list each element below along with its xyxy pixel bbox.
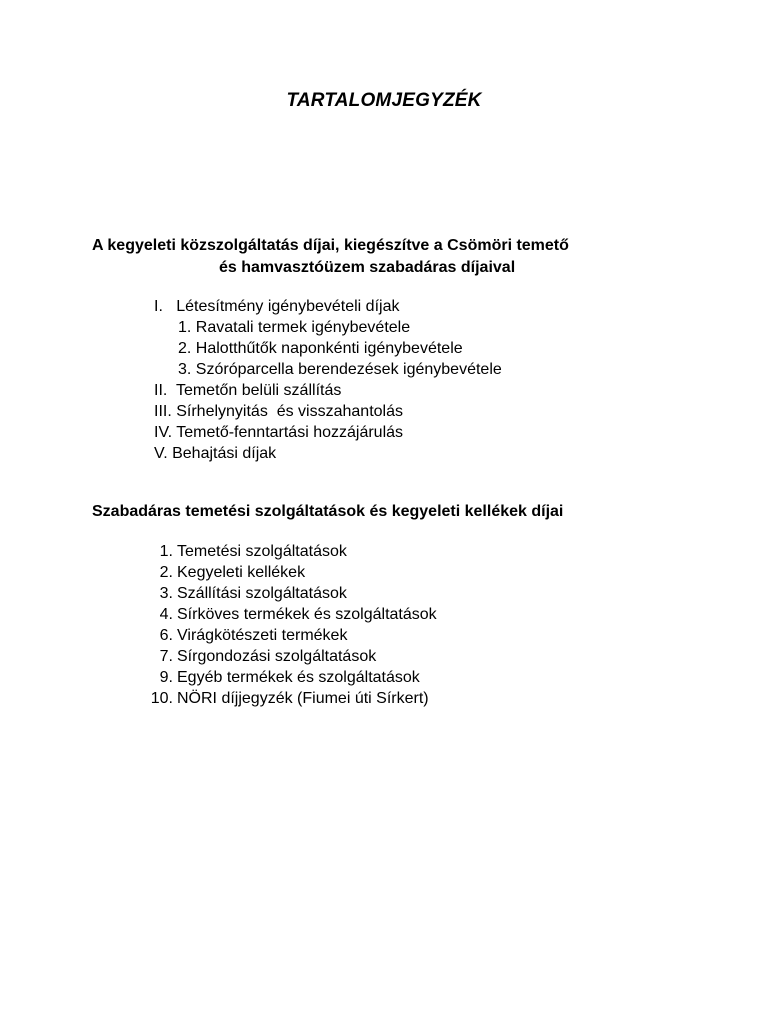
toc-item: III. Sírhelynyitás és visszahantolás bbox=[154, 403, 403, 420]
toc-item bbox=[146, 541, 437, 562]
toc-item-number: 10. bbox=[150, 690, 173, 707]
section1-heading-line2: és hamvasztóüzem szabadáras díjaival bbox=[219, 259, 516, 276]
toc-item-number: 1. bbox=[159, 543, 173, 560]
toc-item-number: 9. bbox=[159, 669, 173, 686]
toc-item bbox=[146, 667, 437, 688]
toc-item-number: 7. bbox=[159, 648, 173, 665]
toc-item-text: Kegyeleti kellékek bbox=[177, 564, 306, 581]
toc-item-text: Egyéb termékek és szolgáltatások bbox=[177, 669, 420, 686]
section1-heading-line1: A kegyeleti közszolgáltatás díjai, kiegészítve a Csömöri temető bbox=[92, 237, 569, 254]
toc-subitem: 2. Halotthűtők naponkénti igénybevétele bbox=[178, 340, 463, 357]
toc-subitem: 1. Ravatali termek igénybevétele bbox=[178, 319, 411, 336]
toc-item bbox=[146, 604, 437, 625]
toc-item-text: Sírgondozási szolgáltatások bbox=[177, 648, 377, 665]
toc-item bbox=[146, 583, 437, 604]
toc-item-text: NÖRI díjjegyzék (Fiumei úti Sírkert) bbox=[177, 690, 429, 707]
toc-item-number: 3. bbox=[159, 585, 173, 602]
page-title: TARTALOMJEGYZÉK bbox=[286, 90, 482, 111]
toc-item bbox=[146, 625, 437, 646]
toc-item-text: Sírköves termékek és szolgáltatások bbox=[177, 606, 437, 623]
section1-list bbox=[154, 296, 502, 464]
toc-item-text: Temetési szolgáltatások bbox=[177, 543, 347, 560]
toc-item bbox=[146, 562, 437, 583]
toc-item: I. Létesítmény igénybevételi díjak bbox=[154, 298, 400, 315]
toc-item-number: 2. bbox=[159, 564, 173, 581]
section2-heading: Szabadáras temetési szolgáltatások és kegyeleti kellékek díjai bbox=[92, 503, 564, 520]
toc-subitem: 3. Szóróparcella berendezések igénybevétele bbox=[178, 361, 502, 378]
toc-item-number: 4. bbox=[159, 606, 173, 623]
toc-item: V. Behajtási díjak bbox=[154, 445, 277, 462]
toc-item bbox=[146, 646, 437, 667]
toc-item-text: Szállítási szolgáltatások bbox=[177, 585, 347, 602]
toc-item bbox=[146, 688, 437, 709]
section2-list bbox=[146, 541, 437, 709]
toc-item-number: 6. bbox=[159, 627, 173, 644]
toc-item: II. Temetőn belüli szállítás bbox=[154, 382, 342, 399]
toc-item: IV. Temető-fenntartási hozzájárulás bbox=[154, 424, 404, 441]
toc-item-text: Virágkötészeti termékek bbox=[177, 627, 348, 644]
